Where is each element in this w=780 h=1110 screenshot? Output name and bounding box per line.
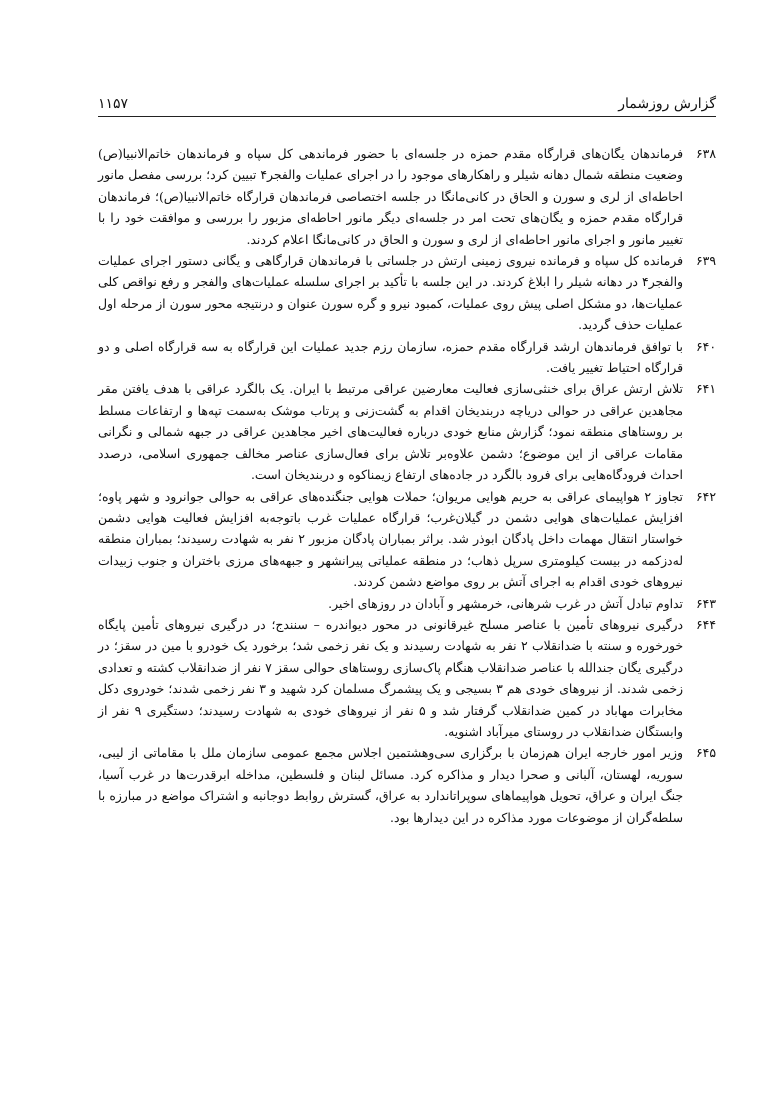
entry-number: ۶۳۸ [696, 146, 716, 161]
section-title: گزارش روزشمار [618, 96, 716, 112]
entry-number: ۶۴۴ [696, 616, 716, 632]
entry-text: درگیری نیروهای تأمین با عناصر مسلح غیرقانونی در محور دیواندره – سنندج؛ در درگیری نیروهای تأمین پایگاه خورخوره و سنته با ضدانقلاب ۲ نفر به شهادت رسیدند و یک نفر زخمی شد؛ برخورد یک خودرو با مین در سقز؛ در درگیری یگان جندالله با عناصر ضدانقلاب هنگام پاک‌سازی روستاهای حوالی سقز ۷ نفر از ضدانقلاب کشته و تعدادی زخمی شدند. از نیروهای خودی هم ۳ بسیجی و یک پیشمرگ مسلمان کرد شهید و ۳ نفر زخمی شدند؛ خودروی دکل مخابرات مهاباد در کمین ضدانقلاب گرفتار شد و ۵ نفر از نیروهای خودی به شهادت رسیدند؛ دستگیری ۹ نفر از وابستگان ضدانقلاب در روستای میرآباد اشنویه. [98, 616, 684, 739]
running-header [98, 92, 716, 117]
chronology-entries [98, 143, 716, 828]
chronology-entry [98, 593, 716, 614]
book-page [98, 92, 716, 828]
entry-number: ۶۴۲ [696, 488, 716, 504]
chronology-entry [98, 486, 716, 593]
entry-text: وزیر امور خارجه ایران هم‌زمان با برگزاری سی‌وهشتمین اجلاس مجمع عمومی سازمان ملل با مقاماتی از لیبی، سوریه، لهستان، آلبانی و صحرا دیدار و مذاکره کرد. مسائل لبنان و فلسطین، مداخله ابرقدرت‌ها در غرب آسیا، جنگ ایران و عراق، تحویل هواپیماهای سوپراتاندارد به عراق، گسترش روابط دوجانبه و اشتراک مواضع در مبارزه با سلطه‌گران از موضوعات مورد مذاکره در این دیدارها بود. [98, 745, 683, 825]
entry-number: ۶۴۳ [696, 595, 716, 611]
entry-text: فرماندهان یگان‌های قرارگاه مقدم حمزه در جلسه‌ای با حضور فرماندهی کل سپاه و فرماندهان خاتم‌الانبیا(ص) وضعیت منطقه شمال دهانه شیلر و راهکارهای موجود را در اجرای عملیات والفجر۴ تبیین کرد؛ بررسی مفصل مانور احاطه‌ای از لری و سورن و الحاق در کانی‌مانگا در جلسه اختصاصی فرماندهان قرارگاه خاتم‌الانبیا(ص)؛ فرماندهان قرارگاه مقدم حمزه و یگان‌های تحت امر در جلسه‌ای دیگر مانور احاطه‌ای مزبور را بررسی و موافقت خود را با تغییر مانور و اجرای مانور احاطه‌ای از لری و سورن و الحاق در کانی‌مانگا اعلام کردند. [98, 146, 683, 247]
chronology-entry [98, 378, 716, 485]
chronology-entry [98, 250, 716, 336]
entry-number: ۶۴۱ [696, 381, 716, 397]
entry-text: تداوم تبادل آتش در غرب شرهانی، خرمشهر و آبادان در روزهای اخیر. [328, 595, 683, 611]
entry-number: ۶۴۵ [696, 745, 716, 761]
page-number: ۱۱۵۷ [98, 96, 129, 112]
chronology-entry [98, 143, 716, 250]
entry-number: ۶۴۰ [696, 338, 716, 354]
entry-text: تجاوز ۲ هواپیمای عراقی به حریم هوایی مریوان؛ حملات هوایی جنگنده‌های عراقی به حوالی جوانرود و شهر پاوه؛ افزایش عملیات‌های هوایی دشمن در گیلان‌غرب؛ قرارگاه عملیات غرب باتوجه‌به افزایش فعالیت هوایی دشمن خواستار انتقال مهمات داخل پادگان ابوذر شد. براثر بمباران پادگان مزبور ۲ نفر به شهادت رسیدند؛ بمباران منطقه له‌دزکمه در بیست کیلومتری سرپل ذهاب؛ در منطقه عملیاتی پیرانشهر و جبهه‌های مرزی باختران و جنوب زبیدات نیروهای خودی اقدام به اجرای آتش بر روی مواضع دشمن کردند. [98, 488, 683, 590]
chronology-entry [98, 742, 716, 828]
chronology-entry [98, 336, 716, 379]
entry-text: با توافق فرماندهان ارشد قرارگاه مقدم حمزه، سازمان رزم جدید عملیات این قرارگاه به سه قرارگاه اصلی و دو قرارگاه احتیاط تغییر یافت. [98, 338, 683, 376]
entry-text: فرمانده کل سپاه و فرمانده نیروی زمینی ارتش در جلساتی با فرماندهان قرارگاهی و یگانی دستور اجرای عملیات والفجر۴ در دهانه شیلر را ابلاغ کردند. در این جلسه با تأکید بر اجرای سلسله عملیات‌های والفجر و رفع نواقص کلی عملیات‌ها، دو مشکل اصلی پیش روی عملیات، کمبود نیرو و گره سورن عنوان و درنتیجه محور سورن از مرحله اول عملیات حذف گردید. [98, 253, 683, 333]
entry-number: ۶۳۹ [696, 253, 716, 269]
entry-text: تلاش ارتش عراق برای خنثی‌سازی فعالیت معارضین عراقی مرتبط با ایران. یک بالگرد عراقی با هدف یافتن مقر مجاهدین عراقی در حوالی دریاچه دربندیخان اقدام به گشت‌زنی و پرتاب موشک به‌سمت تپه‌ها و ارتفاعات مسلط بر روستاهای منطقه نمود؛ گزارش منابع خودی درباره فعالیت‌های اخیر مجاهدین عراقی در جبهه شمالی و نگرانی مقامات عراقی از این موضوع؛ دشمن علاوه‌بر تلاش برای فعال‌سازی عناصر مخالف جمهوری اسلامی، درصدد احداث فرودگاه‌هایی برای فرود بالگرد در جاده‌های ارتفاع زیمناکوه و دربندیخان است. [98, 381, 683, 483]
chronology-entry [98, 614, 716, 742]
